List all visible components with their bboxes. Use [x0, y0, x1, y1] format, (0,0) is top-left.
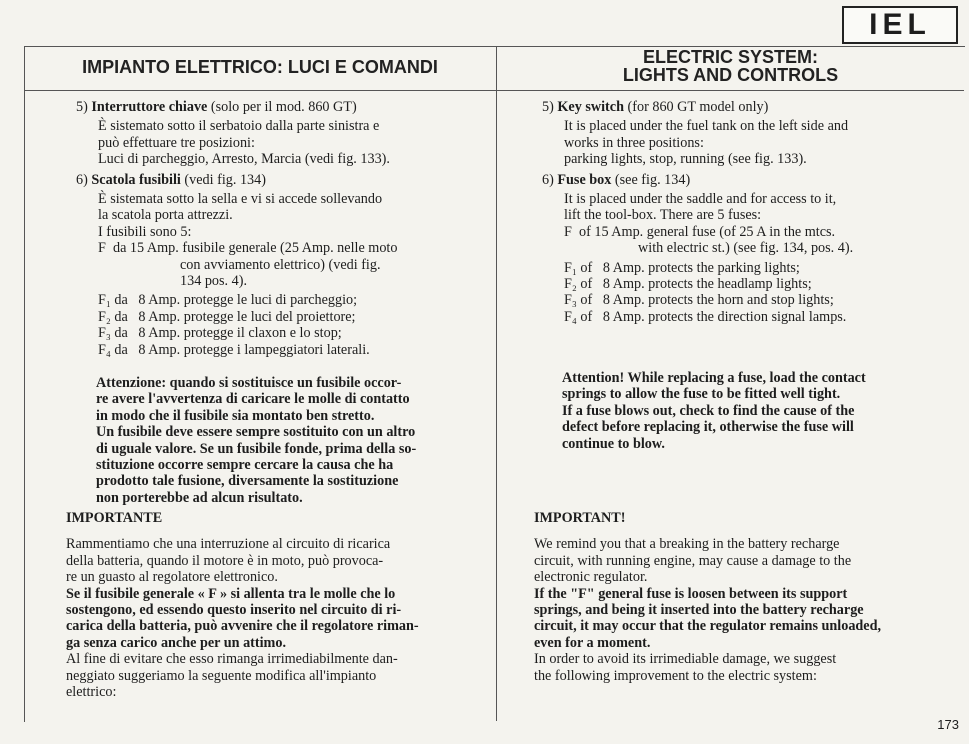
en-s6-line1: It is placed under the saddle and for access to it, — [564, 191, 837, 208]
it-attention-block — [96, 375, 456, 506]
it-att-line2: re avere l'avvertenza di caricare le molle di contatto — [96, 391, 410, 408]
it-att-line1: Attenzione: quando si sostituisce un fusibile occor- — [96, 375, 402, 391]
en-imp-line2: circuit, with running engine, may cause a damage to the — [534, 552, 852, 569]
en-att-line1: Attention! While replacing a fuse, load the contact — [562, 370, 866, 386]
it-s6-title: Scatola fusibili — [91, 171, 181, 188]
it-imp-line4: Al fine di evitare che esso rimanga irrimediabilmente dan- — [66, 651, 398, 668]
en-fuse-f3: F₃ of 8 Amp. protects the horn and stop lights; — [564, 292, 834, 309]
en-s5-line2: works in three positions: — [564, 134, 704, 151]
en-important-block — [534, 510, 934, 684]
it-imp-bold4: ga senza carico anche per un attimo. — [66, 634, 287, 651]
en-fuse-f4: F₄ of 8 Amp. protects the direction signal lamps. — [564, 308, 847, 325]
en-attention-block — [562, 370, 922, 452]
it-s5-number: 5) — [76, 99, 88, 115]
it-fuse-f4: F₄ da 8 Amp. protegge i lampeggiatori laterali. — [98, 341, 370, 358]
en-att-line2: springs to allow the fuse to be fitted well tight. — [562, 386, 841, 403]
en-fuse-f2: F₂ of 8 Amp. protects the headlamp lights; — [564, 276, 812, 293]
it-s5-line3: Luci di parcheggio, Arresto, Marcia (vedi fig. 133). — [98, 151, 390, 168]
it-imp-line2: della batteria, quando il motore è in moto, può provoca- — [66, 552, 384, 569]
en-imp-bold4: even for a moment. — [534, 634, 651, 651]
en-fuse-f-line2: with electric st.) (see fig. 134, pos. 4). — [638, 240, 854, 257]
en-s5-title: Key switch — [557, 99, 624, 115]
it-imp-bold2: sostengono, ed essendo questo inserito nel circuito di ri- — [66, 602, 402, 619]
it-fuse-f-line3: 134 pos. 4). — [180, 273, 247, 290]
header-rule — [24, 90, 964, 91]
en-s6-line2: lift the tool-box. There are 5 fuses: — [564, 207, 762, 224]
it-s6-line1: È sistemata sotto la sella e vi si accede sollevando — [98, 191, 383, 208]
it-imp-bold3: carica della batteria, può avvenire che il regolatore riman- — [66, 618, 419, 635]
en-att-line3: If a fuse blows out, check to find the cause of the — [562, 402, 855, 419]
en-imp-line3: electronic regulator. — [534, 569, 648, 586]
it-att-line5: di uguale valore. Se un fusibile fonde, prima della so- — [96, 440, 417, 457]
en-s5-number: 5) — [542, 99, 554, 115]
it-s6-subtitle: (vedi fig. 134) — [184, 171, 266, 188]
title-english — [497, 48, 964, 84]
it-s6-line2: la scatola porta attrezzi. — [98, 207, 233, 224]
en-s5-line1: It is placed under the fuel tank on the left side and — [564, 118, 849, 135]
section-tag: IEL — [842, 6, 958, 44]
it-important-block — [66, 510, 466, 700]
title-italian: IMPIANTO ELETTRICO: LUCI E COMANDI — [82, 57, 438, 77]
it-important-title: IMPORTANTE — [66, 510, 163, 526]
en-fuse-f1: F₁ of 8 Amp. protects the parking lights; — [564, 259, 800, 276]
en-att-line5: continue to blow. — [562, 435, 665, 452]
en-imp-line4: In order to avoid its irrimediable damage, we suggest — [534, 651, 837, 668]
column-divider — [496, 46, 497, 721]
en-fuse-f-line1: F of 15 Amp. general fuse (of 25 A in the mtcs. — [564, 223, 836, 240]
en-imp-bold2: springs, and being it inserted into the battery recharge — [534, 602, 864, 619]
en-imp-bold3: circuit, it may occur that the regulator remains unloaded, — [534, 618, 882, 635]
en-imp-line5: the following improvement to the electric system: — [534, 667, 817, 684]
en-s6-title: Fuse box — [557, 171, 612, 188]
english-section-5-6 — [542, 99, 922, 325]
en-s6-number: 6) — [542, 171, 554, 188]
it-att-line6: stituzione occorre sempre cercare la causa che ha — [96, 457, 394, 474]
it-fuse-f1: F₁ da 8 Amp. protegge le luci di parcheggio; — [98, 292, 358, 309]
it-fuse-f2: F₂ da 8 Amp. protegge le luci del proiettore; — [98, 308, 356, 325]
it-imp-line6: elettrico: — [66, 684, 117, 701]
it-att-line7: prodotto tale fusione, diversamente la sostituzione — [96, 473, 399, 490]
it-s5-line1: È sistemato sotto il serbatoio dalla parte sinistra e — [98, 118, 380, 135]
it-att-line8: non porterebbe ad alcun risultato. — [96, 489, 303, 506]
it-s5-title: Interruttore chiave — [91, 99, 208, 115]
italian-section-5-6 — [76, 99, 456, 358]
it-imp-line5: neggiato suggeriamo la seguente modifica all'impianto — [66, 667, 377, 684]
en-imp-bold1: If the "F" general fuse is loosen between its support — [534, 585, 848, 602]
en-att-line4: defect before replacing it, otherwise the fuse will — [562, 419, 854, 436]
en-s5-line3: parking lights, stop, running (see fig. 133). — [564, 151, 807, 168]
it-fuse-f3: F₃ da 8 Amp. protegge il claxon e lo stop; — [98, 325, 342, 342]
it-fuse-f-line2: con avviamento elettrico) (vedi fig. — [180, 256, 381, 273]
en-imp-line1: We remind you that a breaking in the battery recharge — [534, 536, 840, 553]
it-s5-subtitle: (solo per il mod. 860 GT) — [210, 99, 357, 115]
en-important-title: IMPORTANT! — [534, 510, 626, 526]
en-s6-subtitle: (see fig. 134) — [614, 171, 691, 188]
it-s6-line3: I fusibili sono 5: — [98, 223, 192, 240]
title-english-line1: ELECTRIC SYSTEM: — [642, 47, 818, 67]
it-s6-number: 6) — [76, 171, 88, 188]
title-english-line2: LIGHTS AND CONTROLS — [622, 65, 839, 85]
en-s5-subtitle: (for 860 GT model only) — [627, 99, 769, 115]
it-s5-line2: può effettuare tre posizioni: — [98, 134, 255, 151]
it-imp-bold1: Se il fusibile generale « F » si allenta tra le molle che lo — [66, 585, 396, 602]
it-imp-line3: re un guasto al regolatore elettronico. — [66, 569, 278, 586]
it-imp-line1: Rammentiamo che una interruzione al circuito di ricarica — [66, 536, 391, 553]
page-number: 173 — [937, 717, 959, 732]
it-fuse-f-line1: F da 15 Amp. fusibile generale (25 Amp. nelle moto — [98, 240, 398, 257]
it-att-line3: in modo che il fusibile sia montato ben stretto. — [96, 407, 375, 424]
it-att-line4: Un fusibile deve essere sempre sostituito con un altro — [96, 424, 416, 441]
